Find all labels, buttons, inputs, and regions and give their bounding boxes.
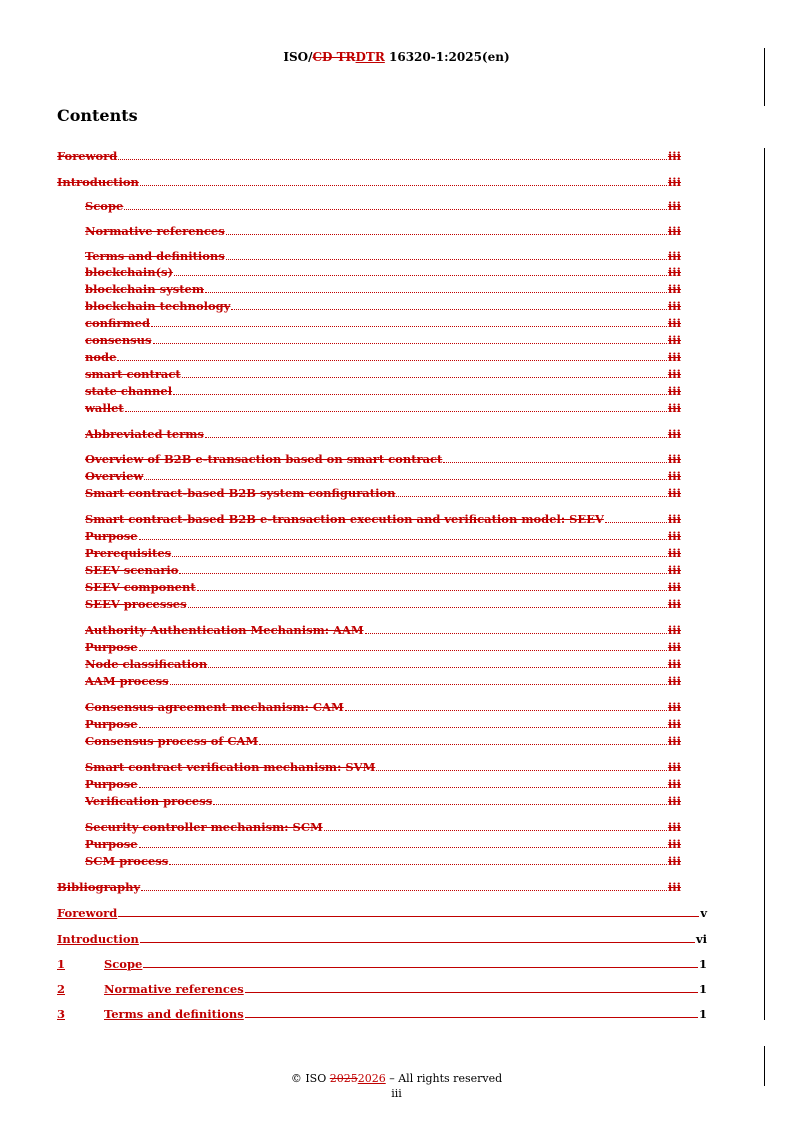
- toc-entry-label: SCM process: [85, 854, 169, 868]
- toc-entry-label: Foreword: [57, 906, 118, 920]
- toc-entry-deleted[interactable]: [57, 597, 681, 611]
- change-bar: [764, 148, 765, 1020]
- toc-entry-page: iii: [667, 249, 681, 263]
- toc-entry-page: iii: [667, 717, 681, 731]
- toc-entry-page: v: [700, 906, 707, 920]
- toc-entry-deleted[interactable]: [57, 469, 681, 483]
- dot-leader: [231, 308, 667, 310]
- toc-entry-label: Smart contract-based B2B e-transaction execution and verification model: SEEV: [85, 512, 604, 526]
- toc-entry-page: vi: [695, 932, 707, 946]
- toc-entry-deleted[interactable]: [57, 175, 681, 189]
- toc-entry-page: iii: [667, 597, 681, 611]
- toc-entry-page: iii: [667, 224, 681, 238]
- toc-entry-inserted[interactable]: [57, 1007, 707, 1021]
- dot-leader: [139, 846, 667, 848]
- toc-entry-page: iii: [667, 486, 681, 500]
- toc-entry-deleted[interactable]: [57, 401, 681, 415]
- toc-entry-label: Smart contract-based B2B system configuration: [85, 486, 396, 500]
- dot-leader: [153, 342, 667, 344]
- toc-entry-label: Bibliography: [57, 880, 141, 894]
- toc-entry-page: iii: [667, 427, 681, 441]
- dot-leader: [169, 863, 667, 865]
- toc-entry-page: iii: [667, 760, 681, 774]
- toc-entry-page: iii: [667, 333, 681, 347]
- toc-entry-label: Purpose: [85, 529, 138, 543]
- toc-entry-label: Verification process: [85, 794, 213, 808]
- toc-entry-deleted[interactable]: [57, 427, 681, 441]
- year-inserted: 2026: [357, 1072, 386, 1085]
- toc-entry-label: Consensus agreement mechanism: CAM: [85, 700, 344, 714]
- toc-entry-label: Purpose: [85, 717, 138, 731]
- toc-entry-deleted[interactable]: [57, 734, 681, 748]
- toc-entry-page: iii: [667, 854, 681, 868]
- toc-entry-number: 3: [57, 1007, 66, 1021]
- toc-entry-deleted[interactable]: [57, 367, 681, 381]
- toc-entry-deleted[interactable]: [57, 657, 681, 671]
- toc-entry-label: Smart contract verification mechanism: SVM: [85, 760, 376, 774]
- toc-entry-page: iii: [667, 175, 681, 189]
- dot-leader: [139, 649, 667, 651]
- toc-entry-label: Purpose: [85, 777, 138, 791]
- dot-leader: [139, 786, 667, 788]
- dot-leader: [365, 632, 667, 634]
- dot-leader: [139, 726, 667, 728]
- toc-entry-label: AAM process: [85, 674, 169, 688]
- toc-entry-deleted[interactable]: [57, 837, 681, 851]
- toc-entry-label: smart contract: [85, 367, 181, 381]
- toc-entry-deleted[interactable]: [57, 674, 681, 688]
- dot-leader: [182, 376, 667, 378]
- toc-entry-label: SEEV component: [85, 580, 196, 594]
- toc-entry-inserted[interactable]: [57, 906, 707, 920]
- toc-entry-deleted[interactable]: [57, 640, 681, 654]
- toc-entry-page: iii: [667, 367, 681, 381]
- contents-title: Contents: [57, 106, 138, 125]
- dot-leader: [443, 461, 667, 463]
- toc-entry-deleted[interactable]: [57, 820, 681, 834]
- toc-entry-page: iii: [667, 820, 681, 834]
- dot-leader: [140, 941, 695, 943]
- toc-entry-deleted[interactable]: [57, 717, 681, 731]
- toc-entry-deleted[interactable]: [57, 249, 681, 263]
- dot-leader: [208, 666, 667, 668]
- toc-entry-label: blockchain system: [85, 282, 205, 296]
- toc-entry-deleted[interactable]: [57, 316, 681, 330]
- toc-entry-page: iii: [667, 316, 681, 330]
- toc-entry-page: iii: [667, 640, 681, 654]
- toc-entry-label: Authority Authentication Mechanism: AAM: [85, 623, 364, 637]
- toc-entry-deleted[interactable]: [57, 282, 681, 296]
- toc-entry-deleted[interactable]: [57, 384, 681, 398]
- toc-entry-deleted[interactable]: [57, 299, 681, 313]
- toc-entry-deleted[interactable]: [57, 452, 681, 466]
- toc-entry-page: iii: [667, 880, 681, 894]
- toc-entry-label: Scope: [104, 957, 143, 971]
- toc-entry-label: SEEV processes: [85, 597, 187, 611]
- dot-leader: [118, 158, 667, 160]
- toc-entry-label: Terms and definitions: [85, 249, 225, 263]
- page-number: iii: [391, 1087, 402, 1100]
- toc-entry-page: iii: [667, 674, 681, 688]
- toc-entry-number: 1: [57, 957, 66, 971]
- toc-entry-page: iii: [667, 401, 681, 415]
- toc-entry-page: iii: [667, 265, 681, 279]
- toc-entry-inserted[interactable]: [57, 982, 707, 996]
- toc-entry-deleted[interactable]: [57, 512, 681, 526]
- toc-entry-deleted[interactable]: [57, 333, 681, 347]
- toc-entry-label: Consensus process of CAM: [85, 734, 259, 748]
- toc-entry-label: SEEV scenario: [85, 563, 179, 577]
- toc-entry-deleted[interactable]: [57, 854, 681, 868]
- toc-entry-inserted[interactable]: [57, 932, 707, 946]
- toc-entry-label: consensus: [85, 333, 152, 347]
- toc-entry-page: iii: [667, 777, 681, 791]
- dot-leader: [179, 572, 666, 574]
- toc-entry-page: iii: [667, 734, 681, 748]
- dot-leader: [205, 291, 667, 293]
- dot-leader: [170, 683, 667, 685]
- toc-entry-page: iii: [667, 350, 681, 364]
- dot-leader: [324, 829, 667, 831]
- dot-leader: [117, 359, 667, 361]
- toc-entry-page: iii: [667, 384, 681, 398]
- dot-leader: [396, 495, 666, 497]
- toc-entry-page: iii: [667, 580, 681, 594]
- toc-entry-deleted[interactable]: [57, 199, 681, 213]
- dot-leader: [226, 233, 667, 235]
- toc-entry-label: blockchain technology: [85, 299, 231, 313]
- document-footer: [0, 1071, 793, 1101]
- year-deleted: 2025: [329, 1072, 358, 1085]
- toc-entry-label: wallet: [85, 401, 124, 415]
- toc-entry-label: state channel: [85, 384, 173, 398]
- toc-entry-page: iii: [667, 452, 681, 466]
- dot-leader: [213, 803, 667, 805]
- toc-entry-label: Introduction: [57, 175, 139, 189]
- dot-leader: [140, 184, 667, 186]
- dot-leader: [139, 538, 667, 540]
- toc-entry-label: Introduction: [57, 932, 139, 946]
- toc-entry-page: iii: [667, 563, 681, 577]
- dot-leader: [245, 1016, 698, 1018]
- toc-entry-label: confirmed: [85, 316, 150, 330]
- toc-entry-page: iii: [667, 700, 681, 714]
- toc-entry-page: iii: [667, 199, 681, 213]
- toc-entry-page: iii: [667, 299, 681, 313]
- dot-leader: [226, 258, 667, 260]
- toc-entry-deleted[interactable]: [57, 350, 681, 364]
- toc-entry-page: iii: [667, 149, 681, 163]
- toc-entry-deleted[interactable]: [57, 880, 681, 894]
- toc-entry-label: Foreword: [57, 149, 118, 163]
- toc-entry-deleted[interactable]: [57, 486, 681, 500]
- toc-entry-label: Overview of B2B e-transaction based on smart contract: [85, 452, 443, 466]
- toc-entry-deleted[interactable]: [57, 529, 681, 543]
- dot-leader: [124, 208, 667, 210]
- dot-leader: [125, 410, 667, 412]
- toc-entry-deleted[interactable]: [57, 546, 681, 560]
- toc-entry-label: Purpose: [85, 837, 138, 851]
- copyright-line: © ISO 20252026 – All rights reserved: [290, 1072, 503, 1085]
- toc-entry-deleted[interactable]: [57, 580, 681, 594]
- toc-entry-page: iii: [667, 657, 681, 671]
- toc-entry-page: iii: [667, 469, 681, 483]
- dot-leader: [173, 393, 667, 395]
- dot-leader: [151, 325, 667, 327]
- toc-entry-label: Security controller mechanism: SCM: [85, 820, 323, 834]
- dot-leader: [118, 915, 699, 917]
- dot-leader: [205, 436, 667, 438]
- toc-entry-number: 2: [57, 982, 66, 996]
- toc-entry-label: node: [85, 350, 117, 364]
- dot-leader: [197, 589, 667, 591]
- toc-entry-page: 1: [698, 1007, 707, 1021]
- header-prefix: ISO/: [283, 50, 313, 64]
- dot-leader: [144, 478, 667, 480]
- toc-entry-page: iii: [667, 529, 681, 543]
- toc-entry-page: 1: [698, 957, 707, 971]
- toc-entry-page: 1: [698, 982, 707, 996]
- toc-entry-deleted[interactable]: [57, 224, 681, 238]
- toc-entry-label: Terms and definitions: [104, 1007, 244, 1021]
- toc-entry-label: Scope: [85, 199, 124, 213]
- toc-entry-inserted[interactable]: [57, 957, 707, 971]
- header-suffix: 16320-1:2025(en): [384, 50, 510, 64]
- toc-entry-deleted[interactable]: [57, 563, 681, 577]
- dot-leader: [143, 966, 698, 968]
- dot-leader: [188, 606, 667, 608]
- dot-leader: [141, 889, 667, 891]
- toc-entry-label: blockchain(s): [85, 265, 173, 279]
- toc-entry-label: Node classification: [85, 657, 208, 671]
- toc-entry-deleted[interactable]: [57, 149, 681, 163]
- dot-leader: [259, 743, 667, 745]
- toc-entry-label: Normative references: [104, 982, 244, 996]
- toc-entry-page: iii: [667, 282, 681, 296]
- toc-entry-deleted[interactable]: [57, 623, 681, 637]
- toc-entry-page: iii: [667, 837, 681, 851]
- dot-leader: [174, 274, 667, 276]
- dot-leader: [245, 991, 698, 993]
- toc-entry-label: Overview: [85, 469, 144, 483]
- change-bar: [764, 48, 765, 106]
- dot-leader: [345, 709, 667, 711]
- toc-entry-deleted[interactable]: [57, 760, 681, 774]
- header-inserted-text: DTR: [355, 50, 385, 64]
- toc-entry-page: iii: [667, 512, 681, 526]
- dot-leader: [605, 521, 667, 523]
- document-header: [0, 50, 793, 64]
- toc-entry-page: iii: [667, 794, 681, 808]
- toc-entry-label: Purpose: [85, 640, 138, 654]
- toc-entry-page: iii: [667, 623, 681, 637]
- toc-entry-label: Normative references: [85, 224, 225, 238]
- dot-leader: [376, 769, 667, 771]
- header-deleted-text: CD TR: [312, 50, 356, 64]
- toc-entry-deleted[interactable]: [57, 265, 681, 279]
- toc-entry-page: iii: [667, 546, 681, 560]
- toc-entry-deleted[interactable]: [57, 794, 681, 808]
- dot-leader: [172, 555, 667, 557]
- toc-entry-deleted[interactable]: [57, 700, 681, 714]
- toc-entry-label: Prerequisites: [85, 546, 172, 560]
- toc-entry-deleted[interactable]: [57, 777, 681, 791]
- toc-entry-label: Abbreviated terms: [85, 427, 204, 441]
